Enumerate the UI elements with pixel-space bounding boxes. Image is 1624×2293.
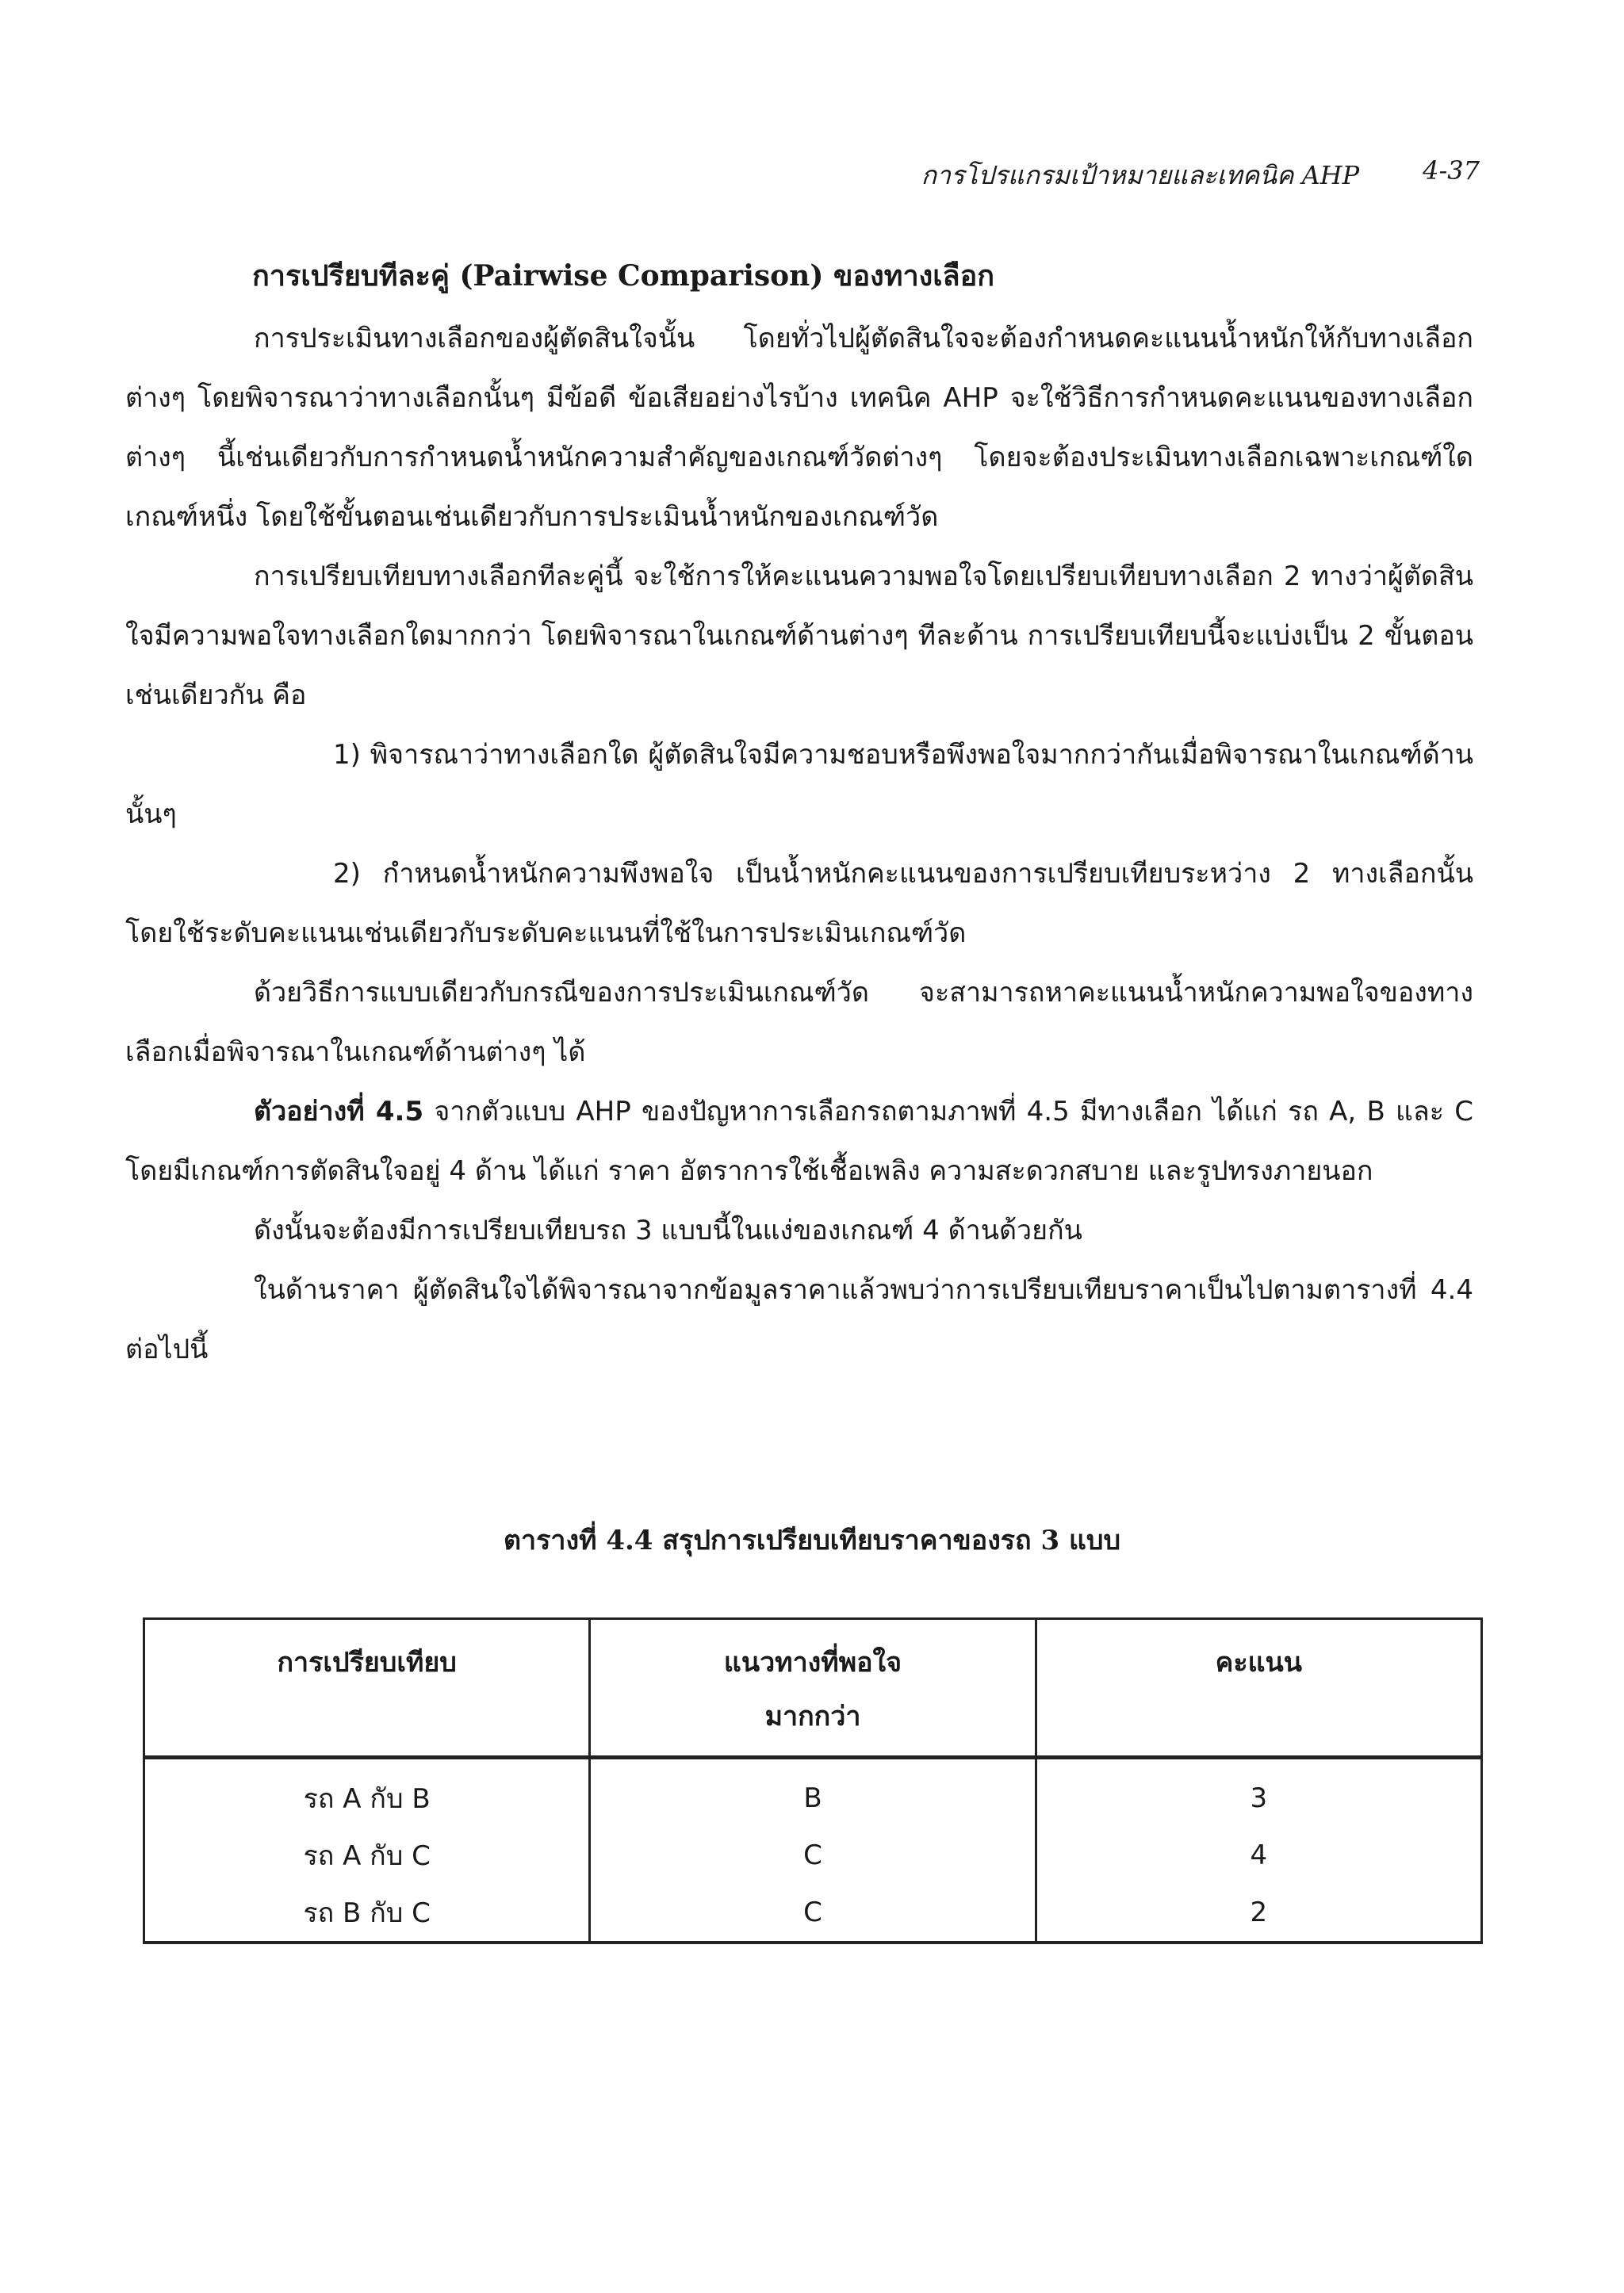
table-caption: ตารางที่ 4.4 สรุปการเปรียบเทียบราคาของรถ 3 แบบ — [503, 1525, 1121, 1556]
page-number: 4-37 — [1423, 155, 1480, 186]
cell-preferred: C — [590, 1884, 1036, 1943]
paragraph-5: ด้วยวิธีการแบบเดียวกับกรณีของการประเมินเกณฑ์วัด จะสามารถหาคะแนนน้ำหนักความพอใจของทางเลือกเมื่อพิจารณาในเกณฑ์ด้านต่างๆ ได้ — [125, 977, 1473, 1068]
section-title: การเปรียบทีละคู่ (Pairwise Comparison) ของทางเลือก — [252, 259, 995, 293]
header-preferred-line2: มากกว่า — [764, 1701, 861, 1732]
header-preferred-line1: แนวทางที่พอใจ — [723, 1647, 902, 1679]
list-item-2: 2) กำหนดน้ำหนักความพึงพอใจ เป็นน้ำหนักคะแนนของการเปรียบเทียบระหว่าง 2 ทางเลือกนั้น โดยใช้ระดับคะแนนเช่นเดียวกับระดับคะแนนที่ใช้ในการประเมินเกณฑ์วัด — [125, 858, 1473, 949]
header-comparison: การเปรียบเทียบ — [144, 1619, 590, 1758]
cell-comparison: รถ A กับ C — [144, 1827, 590, 1884]
cell-comparison: รถ A กับ B — [144, 1758, 590, 1828]
running-header — [921, 155, 1480, 196]
cell-preferred: B — [590, 1758, 1036, 1828]
paragraph-2: การเปรียบเทียบทางเลือกทีละคู่นี้ จะใช้การให้คะแนนความพอใจโดยเปรียบเทียบทางเลือก 2 ทางว่าผู้ตัดสินใจมีความพอใจทางเลือกใดมากกว่า โดยพิจารณาในเกณฑ์ด้านต่างๆ ทีละด้าน การเปรียบเทียบนี้จะแบ่งเป็น 2 ขั้นตอนเช่นเดียวกัน คือ — [125, 561, 1473, 711]
table-row — [144, 1884, 1482, 1943]
example-text: จากตัวแบบ AHP ของปัญหาการเลือกรถตามภาพที่ 4.5 มีทางเลือก ได้แก่ รถ A, B และ C โดยมีเกณฑ์การตัดสินใจอยู่ 4 ด้าน ได้แก่ ราคา อัตราการใช้เชื้อเพลิง ความสะดวกสบาย และรูปทรงภายนอก — [125, 1096, 1473, 1187]
example-label: ตัวอย่างที่ 4.5 — [254, 1096, 424, 1127]
page-body — [125, 252, 1473, 1380]
paragraph-7: ดังนั้นจะต้องมีการเปรียบเทียบรถ 3 แบบนี้ในแง่ของเกณฑ์ 4 ด้านด้วยกัน — [254, 1215, 1082, 1246]
header-score: คะแนน — [1036, 1619, 1481, 1758]
cell-score: 3 — [1036, 1758, 1481, 1828]
table-row — [144, 1827, 1482, 1884]
table-header-row — [144, 1619, 1482, 1758]
cell-score: 2 — [1036, 1884, 1481, 1943]
list-item-1: 1) พิจารณาว่าทางเลือกใด ผู้ตัดสินใจมีความชอบหรือพึงพอใจมากกว่ากันเมื่อพิจารณาในเกณฑ์ด้านนั้นๆ — [125, 739, 1473, 830]
paragraph-1: การประเมินทางเลือกของผู้ตัดสินใจนั้น โดยทั่วไปผู้ตัดสินใจจะต้องกำหนดคะแนนน้ำหนักให้กับทางเลือกต่างๆ โดยพิจารณาว่าทางเลือกนั้นๆ มีข้อดี ข้อเสียอย่างไรบ้าง เทคนิค AHP จะใช้วิธีการกำหนดคะแนนของทางเลือกต่างๆ นี้เช่นเดียวกับการกำหนดน้ำหนักความสำคัญของเกณฑ์วัดต่างๆ โดยจะต้องประเมินทางเลือกเฉพาะเกณฑ์ใดเกณฑ์หนึ่ง โดยใช้ขั้นตอนเช่นเดียวกับการประเมินน้ำหนักของเกณฑ์วัด — [125, 323, 1473, 533]
example-paragraph — [125, 1082, 1473, 1201]
cell-score: 4 — [1036, 1827, 1481, 1884]
cell-comparison: รถ B กับ C — [144, 1884, 590, 1943]
comparison-table — [143, 1617, 1483, 1944]
cell-preferred: C — [590, 1827, 1036, 1884]
paragraph-8: ในด้านราคา ผู้ตัดสินใจได้พิจารณาจากข้อมูลราคาแล้วพบว่าการเปรียบเทียบราคาเป็นไปตามตารางที่ 4.4 ต่อไปนี้ — [125, 1274, 1473, 1365]
table-row — [144, 1758, 1482, 1828]
running-title: การโปรแกรมเป้าหมายและเทคนิค AHP — [921, 160, 1360, 190]
header-preferred — [590, 1619, 1036, 1758]
